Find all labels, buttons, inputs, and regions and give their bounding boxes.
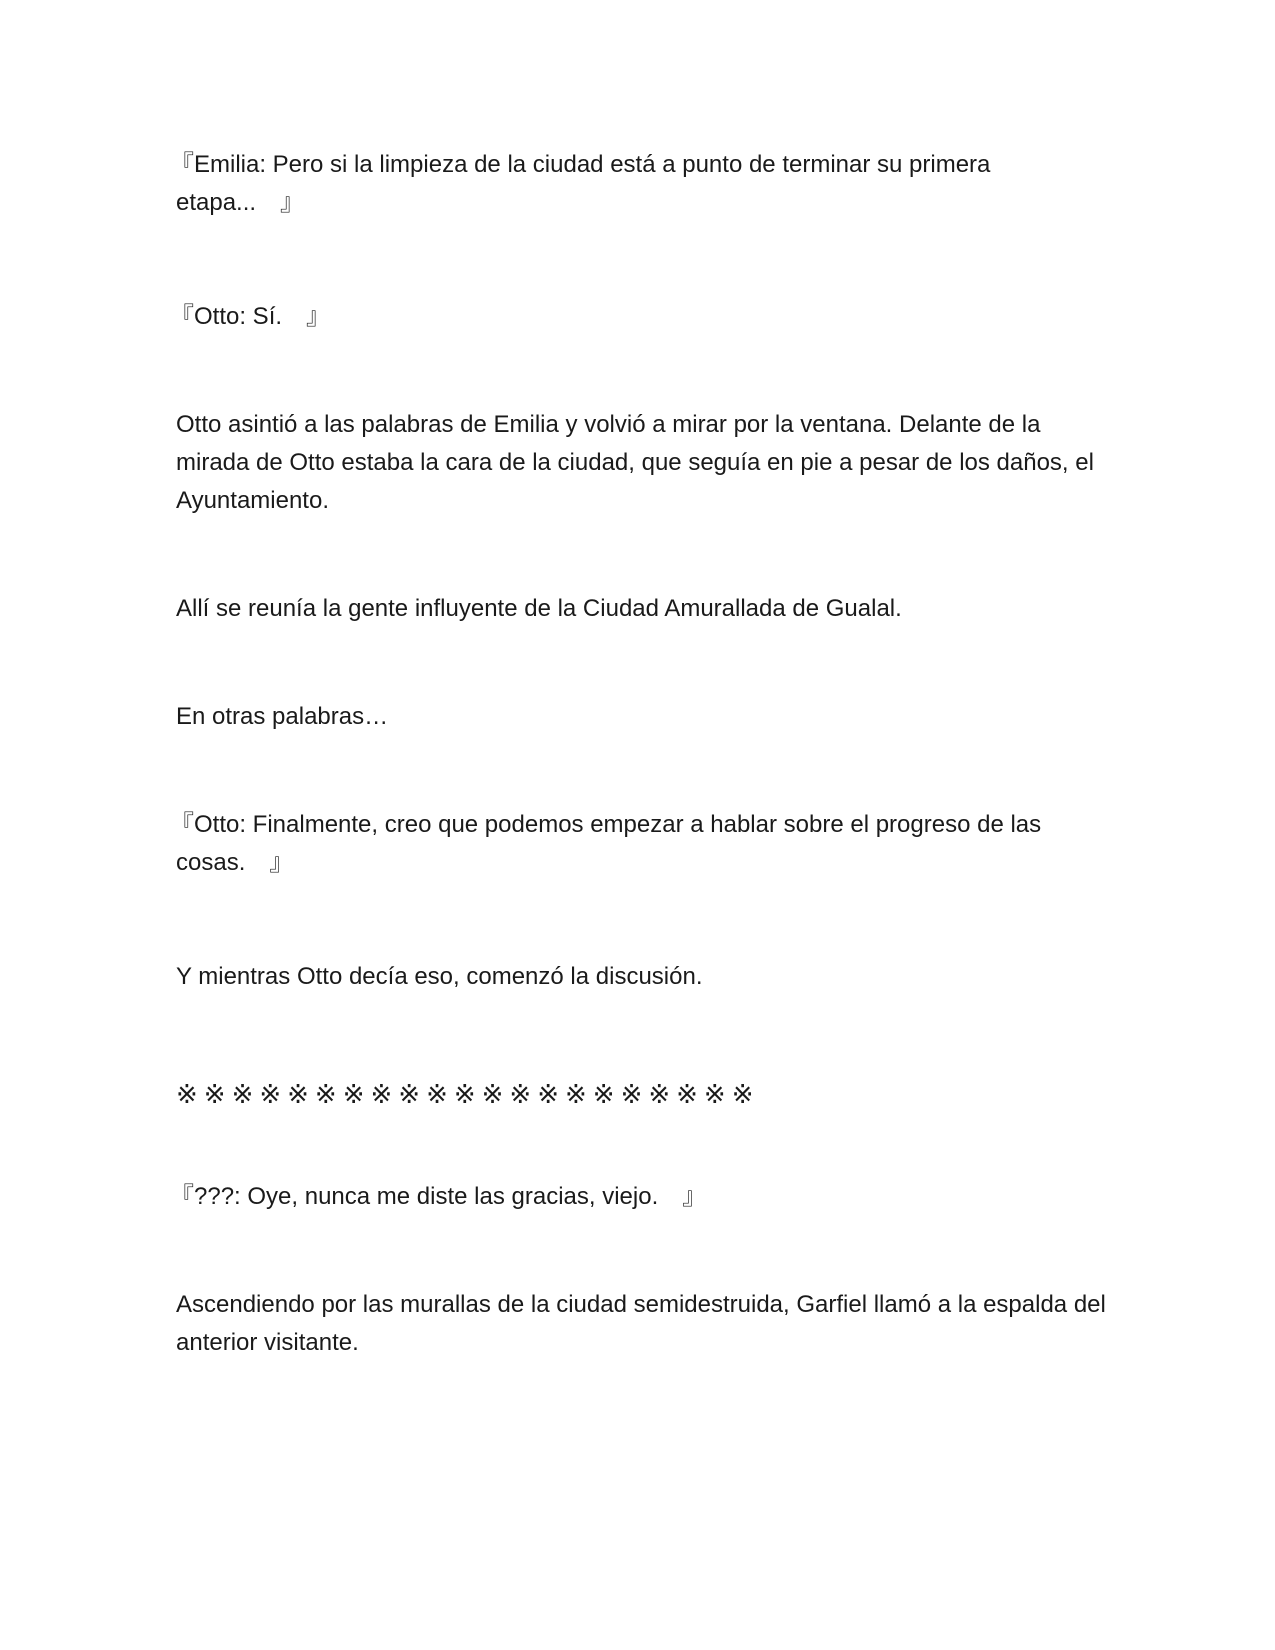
- paragraph-in-other-words: En otras palabras…: [176, 703, 389, 730]
- paragraph-otto-window: Otto asintió a las palabras de Emilia y volvió a mirar por la ventana. Delante de la mirada de Otto estaba la cara de la ciudad, que seguía en pie a pesar de los daños, el Ayuntamiento.: [176, 411, 1094, 514]
- paragraph-unknown-dialogue: 『???: Oye, nunca me diste las gracias, viejo. 』: [170, 1183, 707, 1210]
- paragraph-emilia-dialogue: 『Emilia: Pero si la limpieza de la ciudad está a punto de terminar su primera etapa... 』: [170, 151, 991, 216]
- scene-separator: ※※※※※※※※※※※※※※※※※※※※※: [176, 1080, 760, 1110]
- paragraph-otto-progress: 『Otto: Finalmente, creo que podemos empezar a hablar sobre el progreso de las cosas. 』: [170, 811, 1042, 876]
- paragraph-gualal-gathering: Allí se reunía la gente influyente de la Ciudad Amurallada de Gualal.: [176, 595, 902, 622]
- paragraph-discussion-begins: Y mientras Otto decía eso, comenzó la discusión.: [176, 963, 703, 990]
- paragraph-garfiel-walls: Ascendiendo por las murallas de la ciudad semidestruida, Garfiel llamó a la espalda del anterior visitante.: [176, 1291, 1106, 1356]
- paragraph-otto-reply: 『Otto: Sí. 』: [170, 303, 331, 330]
